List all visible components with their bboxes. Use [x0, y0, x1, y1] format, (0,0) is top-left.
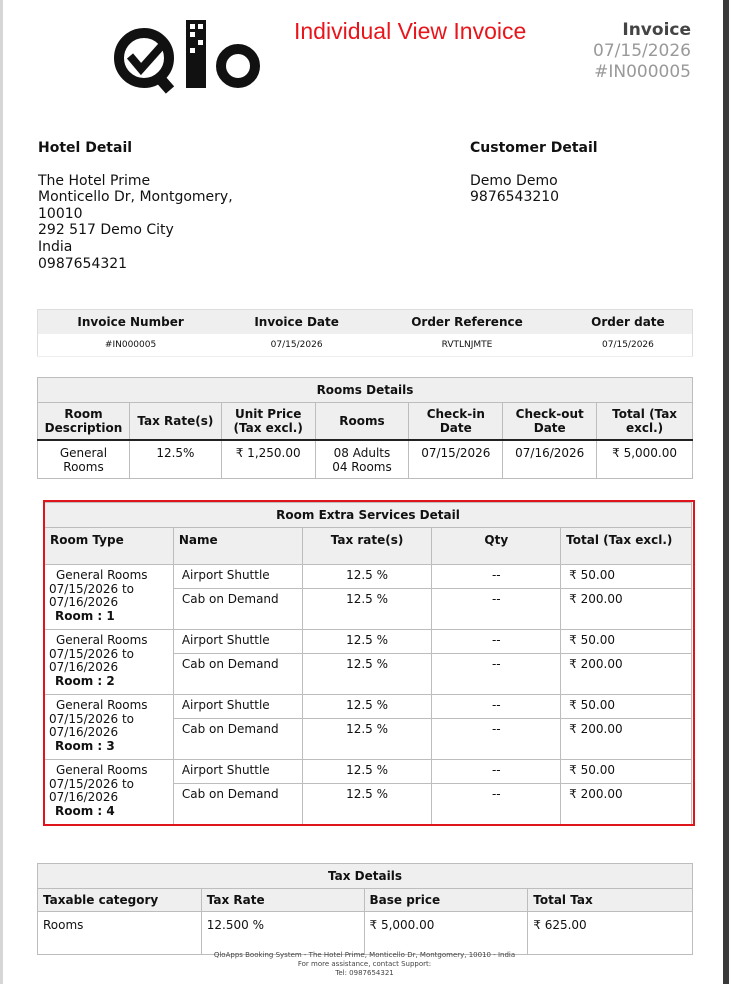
base-price-cell: ₹ 5,000.00	[364, 912, 528, 955]
service-total-cell: ₹ 50.00	[561, 760, 692, 784]
hotel-detail-heading: Hotel Detail	[38, 140, 133, 156]
tax-rate-cell: 12.5%	[129, 440, 221, 479]
room-number-label: Room : 3	[55, 738, 115, 753]
service-qty-cell: --	[432, 630, 561, 654]
service-name-cell: Cab on Demand	[173, 719, 302, 760]
rooms-details-caption: Rooms Details	[38, 378, 693, 403]
invoice-date-header: Invoice Date	[223, 310, 370, 335]
service-tax-cell: 12.5 %	[302, 589, 432, 630]
customer-phone: 9876543210	[470, 189, 560, 206]
check-out-cell: 07/16/2026	[503, 440, 597, 479]
service-name-header: Name	[173, 528, 302, 565]
room-number-label: Room : 2	[55, 673, 115, 688]
service-tax-cell: 12.5 %	[302, 784, 432, 825]
room-type-header: Room Type	[45, 528, 174, 565]
tax-details-header-row	[38, 889, 693, 912]
room-type-name: General Rooms	[56, 763, 148, 777]
highlight-box	[43, 500, 695, 826]
service-qty-cell: --	[432, 565, 561, 589]
service-total-cell: ₹ 200.00	[561, 784, 692, 825]
rooms-details-header-row	[38, 403, 693, 441]
check-out-header: Check-out Date	[503, 403, 597, 441]
room-number-label: Room : 1	[55, 608, 115, 623]
hotel-name: The Hotel Prime	[38, 172, 151, 189]
invoice-title: Invoice	[622, 20, 691, 40]
service-qty-cell: --	[432, 784, 561, 825]
tax-details-table	[37, 863, 693, 955]
check-in-cell: 07/15/2026	[409, 440, 503, 479]
service-name-cell: Airport Shuttle	[173, 760, 302, 784]
extra-services-caption: Room Extra Services Detail	[45, 503, 692, 528]
room-number-label: Room : 4	[55, 803, 115, 818]
qloapps-logo	[108, 18, 264, 94]
order-reference-header: Order Reference	[370, 310, 564, 335]
invoice-date-value: 07/15/2026	[223, 334, 370, 357]
service-total-cell: ₹ 50.00	[561, 565, 692, 589]
taxable-category-header: Taxable category	[38, 889, 202, 912]
hotel-phone: 0987654321	[38, 255, 128, 272]
customer-detail	[470, 140, 690, 206]
total-tax-header: Total Tax	[528, 889, 693, 912]
service-qty-header: Qty	[432, 528, 561, 565]
tax-rates-header: Tax Rate(s)	[129, 403, 221, 441]
invoice-number-value: #IN000005	[38, 334, 224, 357]
service-name-cell: Cab on Demand	[173, 589, 302, 630]
customer-detail-heading: Customer Detail	[470, 140, 598, 156]
tax-details-caption: Tax Details	[38, 864, 693, 889]
footer	[0, 951, 729, 978]
room-date-range: 07/15/2026 to 07/16/2026	[49, 711, 135, 739]
service-qty-cell: --	[432, 589, 561, 630]
total-cell: ₹ 5,000.00	[597, 440, 693, 479]
footer-line: Tel: 0987654321	[335, 969, 394, 977]
order-date-value: 07/15/2026	[564, 334, 693, 357]
service-tax-cell: 12.5 %	[302, 654, 432, 695]
service-qty-cell: --	[432, 760, 561, 784]
rooms-count: 04 Rooms	[332, 460, 392, 474]
customer-name: Demo Demo	[470, 172, 558, 189]
invoice-date: 07/15/2026	[593, 41, 691, 61]
service-tax-cell: 12.5 %	[302, 630, 432, 654]
hotel-address-line: Monticello Dr, Montgomery,	[38, 189, 233, 206]
room-date-range: 07/15/2026 to 07/16/2026	[49, 581, 135, 609]
service-total-cell: ₹ 200.00	[561, 654, 692, 695]
service-name-cell: Cab on Demand	[173, 784, 302, 825]
invoice-number: #IN000005	[594, 62, 691, 82]
footer-line: QloApps Booking System - The Hotel Prime, Monticello Dr, Montgomery, 10010 - India	[213, 951, 516, 959]
total-tax-cell: ₹ 625.00	[528, 912, 693, 955]
service-qty-cell: --	[432, 654, 561, 695]
service-total-cell: ₹ 200.00	[561, 719, 692, 760]
unit-price-cell: ₹ 1,250.00	[221, 440, 315, 479]
service-tax-cell: 12.5 %	[302, 719, 432, 760]
check-in-header: Check-in Date	[409, 403, 503, 441]
service-total-cell: ₹ 50.00	[561, 695, 692, 719]
invoice-header	[593, 20, 691, 83]
total-header: Total (Tax excl.)	[597, 403, 693, 441]
service-qty-cell: --	[432, 695, 561, 719]
service-tax-cell: 12.5 %	[302, 565, 432, 589]
unit-price-header: Unit Price (Tax excl.)	[221, 403, 315, 441]
service-name-cell: Airport Shuttle	[173, 565, 302, 589]
adults-count: 08 Adults	[333, 446, 391, 460]
service-name-cell: Airport Shuttle	[173, 630, 302, 654]
service-name-cell: Cab on Demand	[173, 654, 302, 695]
table-row	[38, 440, 693, 479]
hotel-country: India	[38, 238, 73, 255]
tax-rate-cell: 12.500 %	[201, 912, 364, 955]
room-description-header: Room Description	[38, 403, 130, 441]
taxable-category-cell: Rooms	[38, 912, 202, 955]
rooms-cell	[315, 440, 409, 479]
invoice-info-table	[37, 309, 693, 357]
service-qty-cell: --	[432, 719, 561, 760]
room-description-cell: General Rooms	[38, 440, 130, 479]
table-row	[38, 912, 693, 955]
order-reference-value: RVTLNJMTE	[370, 334, 564, 357]
tax-rate-header: Tax Rate	[201, 889, 364, 912]
hotel-detail	[38, 140, 248, 272]
service-total-cell: ₹ 50.00	[561, 630, 692, 654]
rooms-details-table	[37, 377, 693, 479]
service-name-cell: Airport Shuttle	[173, 695, 302, 719]
room-type-name: General Rooms	[56, 568, 148, 582]
service-total-header: Total (Tax excl.)	[561, 528, 692, 565]
invoice-info-value-row	[38, 334, 693, 357]
footer-line: For more assistance, contact Support:	[297, 960, 432, 968]
room-date-range: 07/15/2026 to 07/16/2026	[49, 776, 135, 804]
hotel-zip: 10010	[38, 205, 83, 222]
invoice-info-header-row	[38, 310, 693, 335]
room-type-name: General Rooms	[56, 633, 148, 647]
annotation-title: Individual View Invoice	[294, 18, 527, 44]
service-tax-header: Tax rate(s)	[302, 528, 432, 565]
invoice-number-header: Invoice Number	[38, 310, 224, 335]
order-date-header: Order date	[564, 310, 693, 335]
rooms-header: Rooms	[315, 403, 409, 441]
base-price-header: Base price	[364, 889, 528, 912]
hotel-city: 292 517 Demo City	[38, 222, 174, 239]
page-edge-left	[0, 0, 3, 984]
service-tax-cell: 12.5 %	[302, 695, 432, 719]
service-total-cell: ₹ 200.00	[561, 589, 692, 630]
page-edge-right	[723, 0, 729, 984]
service-tax-cell: 12.5 %	[302, 760, 432, 784]
room-type-name: General Rooms	[56, 698, 148, 712]
room-date-range: 07/15/2026 to 07/16/2026	[49, 646, 135, 674]
